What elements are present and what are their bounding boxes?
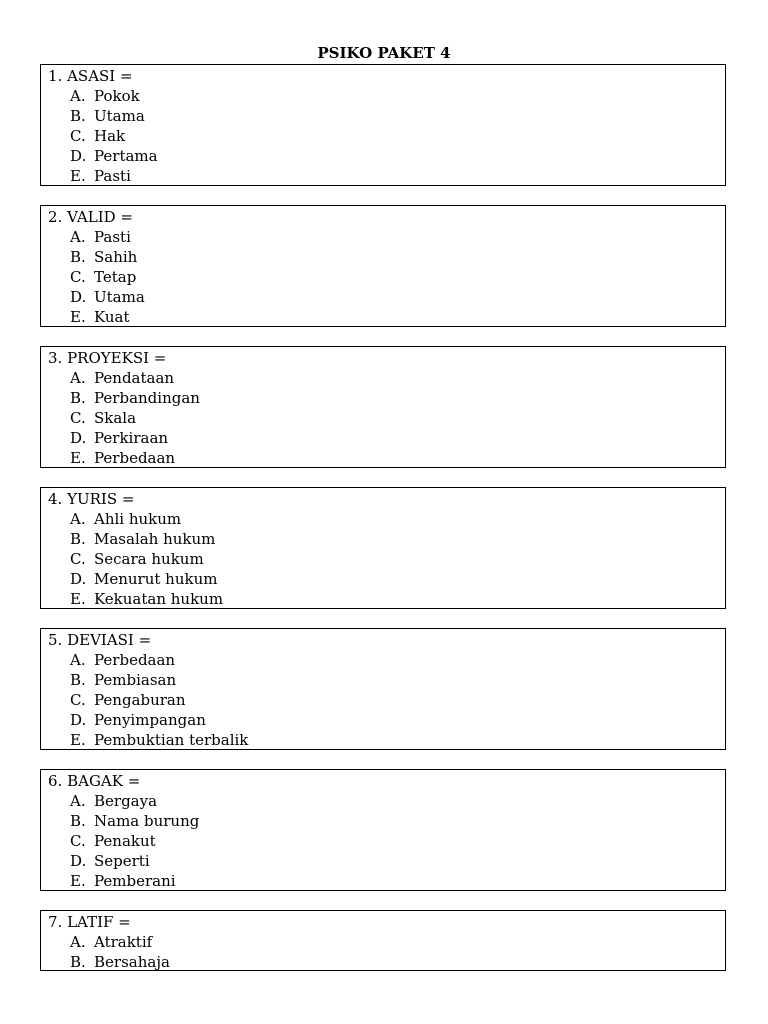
question-term: LATIF = [67,913,131,931]
answer-option-a [48,650,725,670]
option-text: Penyimpangan [94,711,206,729]
option-text: Bergaya [94,792,158,810]
option-text: Perbandingan [94,389,200,407]
option-text: Pokok [94,87,140,105]
option-letter: D. [70,852,87,870]
answer-option-b [48,106,725,126]
option-text: Pengaburan [94,691,186,709]
answer-option-a [48,932,725,952]
option-letter: A. [70,792,86,810]
answer-option-d [48,146,725,166]
answer-option-c [48,690,725,710]
question-box-3 [40,346,726,468]
option-text: Utama [94,288,145,306]
answer-option-a [48,227,725,247]
option-text: Pertama [94,147,158,165]
option-text: Pembiasan [94,671,177,689]
option-letter: A. [70,228,86,246]
answer-option-e [48,871,725,891]
option-text: Seperti [94,852,150,870]
option-letter: B. [70,248,86,266]
option-letter: D. [70,288,87,306]
option-letter: E. [70,308,86,326]
answer-option-b [48,952,725,972]
option-text: Hak [94,127,126,145]
option-letter: C. [70,127,86,145]
question-box-4 [40,487,726,609]
answer-option-d [48,287,725,307]
question-number: 4. [48,490,63,508]
question-box-7 [40,910,726,971]
option-text: Perkiraan [94,429,169,447]
option-text: Sahih [94,248,138,266]
option-letter: A. [70,651,86,669]
question-box-5 [40,628,726,750]
answer-option-e [48,166,725,186]
option-text: Secara hukum [94,550,204,568]
question-box-2 [40,205,726,327]
answer-option-b [48,529,725,549]
option-letter: B. [70,671,86,689]
answer-option-e [48,448,725,468]
question-number: 7. [48,913,63,931]
option-letter: E. [70,590,86,608]
question-term: VALID = [67,208,133,226]
option-letter: C. [70,691,86,709]
option-letter: E. [70,872,86,890]
option-text: Pendataan [94,369,175,387]
answer-option-c [48,831,725,851]
question-term: DEVIASI = [67,631,152,649]
question-header [48,207,725,227]
option-text: Menurut hukum [94,570,218,588]
question-term: YURIS = [67,490,135,508]
question-box-1 [40,64,726,186]
answer-option-c [48,267,725,287]
question-number: 5. [48,631,63,649]
question-header [48,912,725,932]
answer-option-a [48,368,725,388]
option-text: Kuat [94,308,130,326]
answer-option-d [48,710,725,730]
option-letter: A. [70,510,86,528]
option-letter: D. [70,711,87,729]
answer-option-d [48,569,725,589]
answer-option-b [48,670,725,690]
option-text: Perbedaan [94,651,176,669]
answer-option-a [48,791,725,811]
answer-option-c [48,126,725,146]
answer-option-b [48,247,725,267]
option-letter: A. [70,87,86,105]
answer-option-a [48,509,725,529]
question-header [48,771,725,791]
option-letter: B. [70,530,86,548]
answer-option-b [48,388,725,408]
question-number: 1. [48,67,63,85]
question-header [48,489,725,509]
answer-option-c [48,408,725,428]
option-text: Pemberani [94,872,176,890]
option-letter: C. [70,268,86,286]
answer-option-c [48,549,725,569]
answer-option-a [48,86,725,106]
option-text: Tetap [94,268,137,286]
option-letter: B. [70,953,86,971]
option-letter: D. [70,429,87,447]
option-text: Kekuatan hukum [94,590,224,608]
question-number: 6. [48,772,63,790]
option-letter: E. [70,449,86,467]
option-letter: D. [70,147,87,165]
option-letter: A. [70,369,86,387]
option-text: Pasti [94,228,131,246]
option-text: Bersahaja [94,953,170,971]
question-header [48,66,725,86]
option-letter: E. [70,167,86,185]
option-letter: A. [70,933,86,951]
answer-option-d [48,851,725,871]
option-text: Perbedaan [94,449,176,467]
option-letter: B. [70,389,86,407]
answer-option-e [48,307,725,327]
page-title: PSIKO PAKET 4 [317,44,451,62]
option-letter: C. [70,550,86,568]
question-number: 2. [48,208,63,226]
option-letter: E. [70,731,86,749]
answer-option-d [48,428,725,448]
option-letter: B. [70,812,86,830]
option-letter: B. [70,107,86,125]
answer-option-e [48,730,725,750]
option-text: Atraktif [94,933,153,951]
option-letter: C. [70,409,86,427]
option-text: Pembuktian terbalik [94,731,249,749]
answer-option-e [48,589,725,609]
option-text: Skala [94,409,137,427]
option-text: Penakut [94,832,156,850]
question-term: BAGAK = [67,772,141,790]
option-text: Ahli hukum [94,510,182,528]
question-box-6 [40,769,726,891]
option-text: Utama [94,107,145,125]
question-term: PROYEKSI = [67,349,167,367]
option-letter: D. [70,570,87,588]
question-header [48,348,725,368]
question-header [48,630,725,650]
option-text: Pasti [94,167,131,185]
question-number: 3. [48,349,63,367]
question-term: ASASI = [67,67,133,85]
option-letter: C. [70,832,86,850]
option-text: Masalah hukum [94,530,216,548]
option-text: Nama burung [94,812,200,830]
answer-option-b [48,811,725,831]
